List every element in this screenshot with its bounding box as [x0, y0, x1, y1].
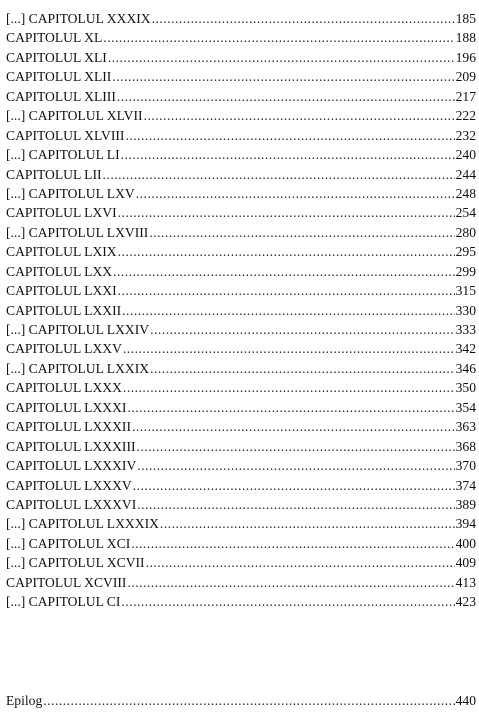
toc-entry-page: 374: [455, 477, 476, 493]
toc-entry-page: 280: [455, 224, 476, 240]
toc-entry-page: 244: [455, 166, 476, 182]
toc-entry-page: 394: [455, 516, 476, 532]
dot-leader: [136, 184, 455, 203]
toc-entry-page: 254: [455, 205, 476, 221]
toc-entry-label: CAPITOLUL XL: [6, 30, 103, 46]
toc-entry-page: 413: [455, 574, 476, 590]
toc-entry[interactable]: [6, 184, 476, 203]
toc-entry[interactable]: [6, 534, 476, 553]
dot-leader: [125, 126, 454, 145]
toc-entry[interactable]: [6, 145, 476, 164]
toc-entry-label: [...] CAPITOLUL LXXXIX: [6, 516, 159, 532]
dot-leader: [121, 145, 455, 164]
toc-entry-page: 440: [455, 693, 476, 708]
dot-leader: [131, 534, 454, 553]
toc-entry-page: 333: [455, 322, 476, 337]
toc-entry-page: 222: [455, 108, 476, 124]
toc-entry-page: 363: [455, 419, 476, 435]
toc-entry-label: CAPITOLUL LXX: [6, 263, 113, 279]
toc-entry-page: 196: [455, 49, 476, 65]
dot-leader: [103, 165, 455, 184]
toc-entry[interactable]: [6, 87, 476, 106]
dot-leader: [123, 378, 455, 397]
toc-entry-label: CAPITOLUL LXVI: [6, 205, 117, 221]
toc-entry-page: 299: [455, 263, 476, 279]
toc-entry-label: [...] CAPITOLUL XCI: [6, 535, 131, 551]
dot-leader: [108, 48, 455, 67]
toc-entry-label: CAPITOLUL XLI: [6, 49, 107, 65]
table-of-contents: [6, 9, 476, 612]
toc-entry-label: [...] CAPITOLUL LXV: [6, 185, 135, 201]
toc-entry-label: CAPITOLUL LXXXI: [6, 399, 127, 415]
toc-entry[interactable]: [6, 301, 476, 320]
toc-entry-page: 423: [455, 594, 476, 610]
toc-entry[interactable]: [6, 417, 476, 436]
dot-leader: [123, 339, 455, 358]
dot-leader: [160, 514, 455, 533]
toc-entry-label: CAPITOLUL LXXXIII: [6, 438, 136, 454]
dot-leader: [137, 437, 455, 456]
dot-leader: [103, 28, 454, 47]
toc-entry-label: CAPITOLUL LXXX: [6, 380, 122, 396]
toc-entry-page: 409: [455, 555, 476, 571]
toc-entry[interactable]: [6, 165, 476, 184]
dot-leader: [133, 476, 455, 495]
dot-leader: [132, 417, 455, 436]
toc-entry-page: 248: [455, 185, 476, 201]
toc-entry-page: 368: [455, 438, 476, 454]
toc-entry-label: CAPITOLUL XLII: [6, 69, 112, 85]
toc-entry[interactable]: [6, 553, 476, 572]
dot-leader: [137, 456, 454, 475]
toc-entry-label: CAPITOLUL LXXI: [6, 283, 117, 299]
toc-entry[interactable]: [6, 359, 476, 378]
toc-entry[interactable]: [6, 67, 476, 86]
toc-entry[interactable]: [6, 320, 476, 339]
toc-entry[interactable]: [6, 262, 476, 281]
dot-leader: [149, 223, 454, 242]
toc-entry-page: 389: [455, 496, 476, 512]
dot-leader: [117, 87, 455, 106]
toc-entry[interactable]: [6, 223, 476, 242]
toc-entry-label: CAPITOLUL LXXXII: [6, 419, 131, 435]
toc-entry-label: CAPITOLUL LXXII: [6, 302, 122, 318]
toc-entry[interactable]: [6, 573, 476, 592]
toc-entry[interactable]: [6, 106, 476, 125]
toc-entry[interactable]: [6, 514, 476, 533]
toc-entry-label: CAPITOLUL LXXXIV: [6, 458, 137, 474]
toc-entry[interactable]: [6, 48, 476, 67]
toc-entry-page: 354: [455, 399, 476, 415]
dot-leader: [118, 281, 455, 300]
toc-entry[interactable]: [6, 592, 476, 611]
dot-leader: [150, 359, 455, 378]
toc-entry[interactable]: [6, 456, 476, 475]
toc-entry[interactable]: [6, 437, 476, 456]
toc-entry-label: [...] CAPITOLUL XCVII: [6, 555, 145, 571]
toc-entry[interactable]: [6, 242, 476, 261]
dot-leader: [137, 495, 454, 514]
toc-entry-label: [...] CAPITOLUL CI: [6, 594, 121, 610]
toc-entry-label: CAPITOLUL XLVIII: [6, 127, 125, 143]
toc-entry[interactable]: [6, 378, 476, 397]
dot-leader: [43, 691, 454, 710]
toc-entry-page: 330: [455, 302, 476, 318]
toc-entry-label: [...] CAPITOLUL LXVIII: [6, 224, 149, 240]
toc-entry-label: Epilog: [6, 693, 43, 708]
toc-entry-page: 217: [455, 88, 476, 104]
dot-leader: [118, 203, 455, 222]
toc-entry-label: [...] CAPITOLUL XXXIX: [6, 11, 151, 26]
toc-entry-label: [...] CAPITOLUL LI: [6, 147, 120, 163]
toc-entry-page: 209: [455, 69, 476, 85]
toc-entry-label: CAPITOLUL LXXXV: [6, 477, 132, 493]
toc-entry[interactable]: [6, 398, 476, 417]
toc-entry-label: CAPITOLUL LXXXVI: [6, 496, 137, 512]
toc-entry-label: CAPITOLUL LII: [6, 166, 102, 182]
dot-leader: [112, 67, 454, 86]
dot-leader: [118, 242, 455, 261]
dot-leader: [127, 573, 454, 592]
toc-entry-label: [...] CAPITOLUL LXXIX: [6, 360, 150, 376]
toc-entry-label: CAPITOLUL XCVIII: [6, 574, 127, 590]
toc-epilog-section: [6, 691, 476, 710]
toc-entry-label: CAPITOLUL LXXV: [6, 341, 122, 357]
toc-entry[interactable]: [6, 281, 476, 300]
toc-entry-page: 185: [455, 11, 476, 26]
toc-entry-page: 342: [455, 341, 476, 357]
dot-leader: [146, 553, 455, 572]
toc-entry-label: [...] CAPITOLUL LXXIV: [6, 322, 150, 337]
dot-leader: [144, 106, 455, 125]
dot-leader: [150, 320, 455, 339]
toc-entry[interactable]: [6, 339, 476, 358]
toc-entry-label: CAPITOLUL LXIX: [6, 244, 117, 260]
toc-entry-page: 400: [455, 535, 476, 551]
dot-leader: [113, 262, 455, 281]
toc-entry-page: 295: [455, 244, 476, 260]
dot-leader: [121, 592, 454, 611]
dot-leader: [127, 398, 454, 417]
toc-entry[interactable]: [6, 495, 476, 514]
toc-entry-page: 350: [455, 380, 476, 396]
toc-entry[interactable]: [6, 28, 476, 47]
toc-entry[interactable]: [6, 126, 476, 145]
toc-entry-epilog[interactable]: [6, 691, 476, 710]
toc-entry-page: 232: [455, 127, 476, 143]
toc-entry[interactable]: [6, 476, 476, 495]
dot-leader: [122, 301, 454, 320]
toc-entry-label: [...] CAPITOLUL XLVII: [6, 108, 143, 124]
toc-entry-page: 240: [455, 147, 476, 163]
toc-entry-label: CAPITOLUL XLIII: [6, 88, 116, 104]
dot-leader: [152, 9, 455, 28]
toc-entry-page: 188: [455, 30, 476, 46]
toc-entry-page: 315: [455, 283, 476, 299]
toc-entry[interactable]: [6, 203, 476, 222]
toc-entry[interactable]: [6, 9, 476, 28]
toc-entry-page: 346: [455, 360, 476, 376]
toc-entry-page: 370: [455, 458, 476, 474]
